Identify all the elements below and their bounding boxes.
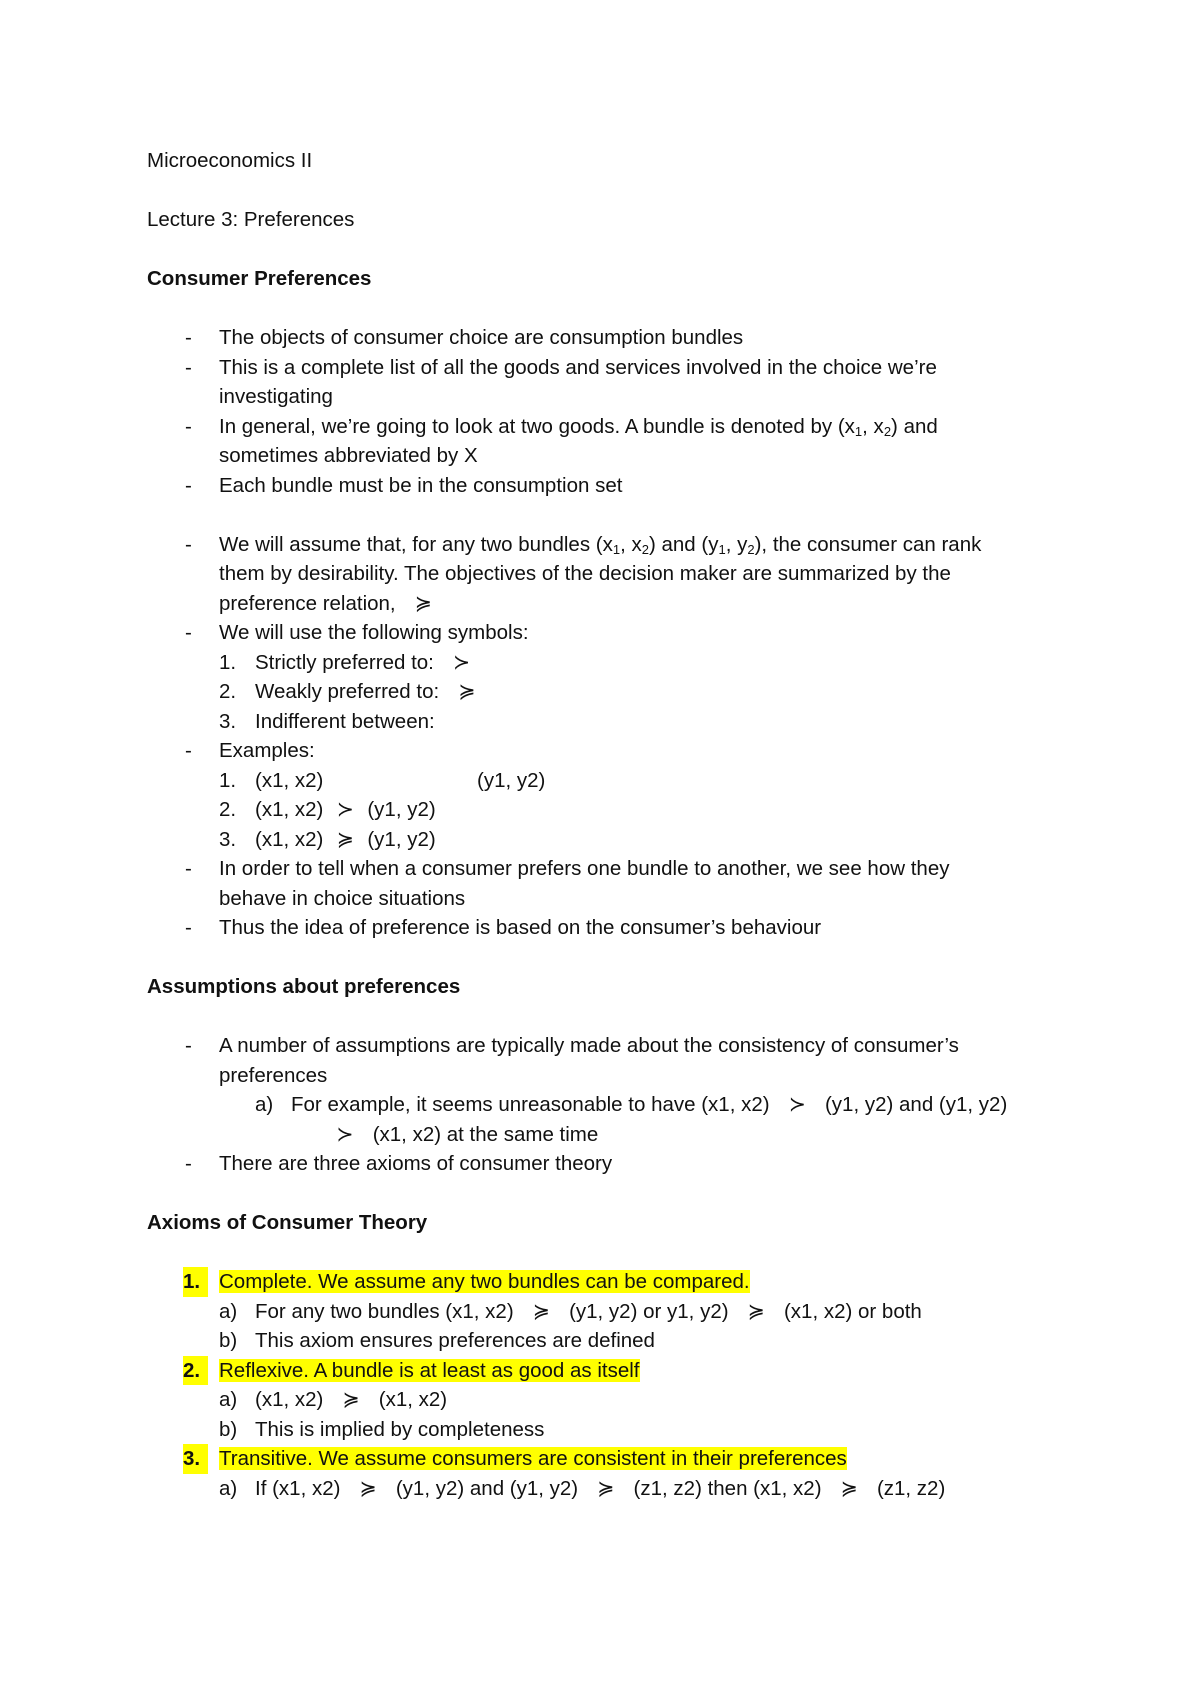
weak-preference-symbol: ≽	[359, 1476, 377, 1500]
list-item: - Examples:	[147, 736, 1067, 766]
strict-preference-symbol: ≻	[336, 798, 354, 821]
weak-preference-symbol: ≽	[747, 1299, 765, 1323]
list-item-continuation: preference relation, ≽	[147, 589, 1067, 619]
list-item: - In order to tell when a consumer prefers one bundle to another, we see how they	[147, 854, 1067, 884]
example-item: 2. (x1, x2) ≻ (y1, y2)	[147, 795, 1067, 825]
list-item-continuation: preferences	[219, 1063, 328, 1087]
list-item: - There are three axioms of consumer theory	[147, 1149, 1067, 1179]
weak-preference-symbol: ≽	[342, 1388, 360, 1411]
axiom-sub-item: a) For any two bundles (x1, x2) ≽ (y1, y2) or y1, y2) ≽ (x1, x2) or both	[147, 1297, 1067, 1327]
heading-axioms: Axioms of Consumer Theory	[147, 1211, 428, 1234]
list-item: - We will assume that, for any two bundles ($x_1$, $x_2$) and ($y_1$, $y_2$), the consumer can rank	[147, 530, 1067, 560]
weak-preference-symbol: ≽	[597, 1476, 615, 1500]
strict-preference-symbol: ≻	[336, 1122, 354, 1146]
sub-item-continuation: ≻ (x1, x2) at the same time	[147, 1120, 1067, 1150]
weak-preference-symbol: ≽	[414, 591, 432, 615]
axiom-sub-item: b) This axiom ensures preferences are defined	[219, 1329, 655, 1352]
axiom-sub-item: b) This is implied by completeness	[219, 1417, 545, 1441]
heading-consumer-preferences: Consumer Preferences	[147, 267, 372, 290]
symbol-item: 3. Indifferent between:	[219, 709, 435, 733]
axiom-item: 1. Complete. We assume any two bundles can be compared.	[147, 1267, 1067, 1297]
heading-assumptions: Assumptions about preferences	[147, 975, 461, 998]
document-title: Microeconomics II	[147, 149, 313, 172]
list-item: - A number of assumptions are typically made about the consistency of consumer’s	[147, 1031, 1067, 1061]
example-item: 3. (x1, x2) ≽ (y1, y2)	[147, 825, 1067, 855]
axiom-highlight: Transitive. We assume consumers are consistent in their preferences	[219, 1447, 847, 1470]
list-item-continuation: sometimes abbreviated by X	[219, 444, 478, 467]
lecture-title: Lecture 3: Preferences	[147, 208, 355, 231]
strict-preference-symbol: ≻	[452, 650, 471, 674]
list-item: - We will use the following symbols:	[147, 618, 1067, 648]
list-item: - Thus the idea of preference is based on the consumer’s behaviour	[147, 913, 1067, 943]
weak-preference-symbol: ≽	[840, 1476, 858, 1500]
axiom-highlight: Reflexive. A bundle is at least as good as itself	[219, 1358, 640, 1382]
strict-preference-symbol: ≻	[788, 1093, 806, 1116]
axiom-item: 2. Reflexive. A bundle is at least as good as itself	[147, 1356, 1067, 1386]
list-item: - The objects of consumer choice are consumption bundles	[147, 323, 1067, 353]
document-page	[147, 146, 1067, 1503]
axiom-sub-item: a) (x1, x2) ≽ (x1, x2)	[147, 1385, 1067, 1415]
axiom-sub-item: a) If (x1, x2) ≽ (y1, y2) and (y1, y2) ≽ (z1, z2) then (x1, x2) ≽ (z1, z2)	[147, 1474, 1067, 1504]
list-item: - This is a complete list of all the goods and services involved in the choice we’re	[147, 353, 1067, 383]
list-item: - In general, we’re going to look at two goods. A bundle is denoted by ($x_1$, $x_2$) and	[147, 412, 1067, 442]
example-item: 1. (x1, x2) (y1, y2)	[219, 768, 546, 792]
sub-item: a) For example, it seems unreasonable to have (x1, x2) ≻ (y1, y2) and (y1, y2)	[147, 1090, 1067, 1120]
axiom-highlight: Complete. We assume any two bundles can be compared.	[219, 1270, 750, 1293]
weak-preference-symbol: ≽	[532, 1299, 550, 1323]
weak-preference-symbol: ≽	[458, 680, 476, 703]
list-item-continuation: behave in choice situations	[219, 886, 466, 910]
weak-preference-symbol: ≽	[336, 827, 354, 851]
symbol-item: 2. Weakly preferred to: ≽	[147, 677, 1067, 707]
axiom-item: 3. Transitive. We assume consumers are consistent in their preferences	[147, 1444, 1067, 1474]
list-item-continuation: investigating	[219, 385, 333, 408]
list-item-continuation: them by desirability. The objectives of the decision maker are summarized by the	[219, 562, 951, 585]
symbol-item: 1. Strictly preferred to: ≻	[147, 648, 1067, 678]
list-item: - Each bundle must be in the consumption set	[147, 471, 1067, 501]
